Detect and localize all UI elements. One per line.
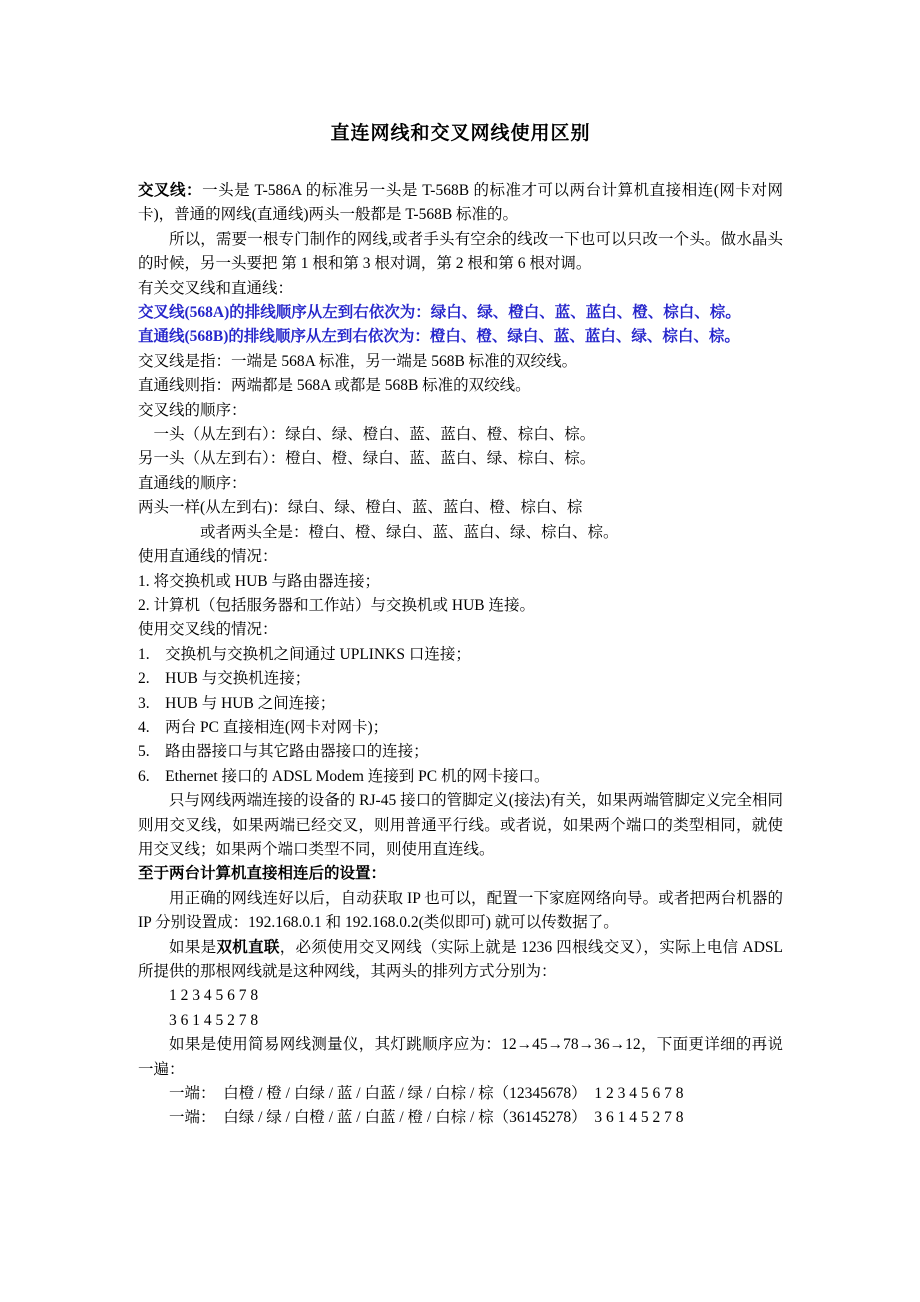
- paragraph: [138, 1106, 783, 1130]
- text-run: 一端： 白橙 / 橙 / 白绿 / 蓝 / 白蓝 / 绿 / 白棕 / 棕（12345678） 1 2 3 4 5 6 7 8: [138, 1085, 684, 1103]
- text-run: 1. 交换机与交换机之间通过 UPLINKS 口连接；: [138, 645, 471, 663]
- paragraph: [138, 374, 783, 398]
- text-run: 只与网线两端连接的设备的 RJ-45 接口的管脚定义(接法)有关，如果两端管脚定义完全相同则用交叉线，如果两端已经交叉，则用普通平行线。或者说，如果两个端口的类型相同，就使用交叉线；如果两个端口类型不同，则使用直连线。: [138, 792, 783, 858]
- text-run: 所以，需要一根专门制作的网线,或者手头有空余的线改一下也可以只改一个头。做水晶头的时候，另一头要把 第 1 根和第 3 根对调，第 2 根和第 6 根对调。: [138, 230, 783, 273]
- text-run: 1 2 3 4 5 6 7 8: [138, 987, 259, 1005]
- text-run: 使用交叉线的情况：: [138, 621, 278, 639]
- paragraph: [138, 667, 783, 691]
- paragraph: [138, 1082, 783, 1106]
- paragraph: [138, 984, 783, 1008]
- paragraph: [138, 1009, 783, 1033]
- paragraph: [138, 521, 783, 545]
- paragraph: [138, 643, 783, 667]
- text-run: 3. HUB 与 HUB 之间连接；: [138, 694, 336, 712]
- bold-text-run: 双机直联: [216, 938, 280, 956]
- paragraph: [138, 277, 783, 301]
- paragraph: [138, 545, 783, 569]
- text-run: 用正确的网线连好以后，自动获取 IP 也可以，配置一下家庭网络向导。或者把两台机器的 IP 分别设置成：192.168.0.1 和 192.168.0.2(类似即可) 就可以传数据了。: [138, 889, 783, 932]
- text-run: 直通线则指：两端都是 568A 或都是 568B 标准的双绞线。: [138, 377, 531, 395]
- document-body: [138, 179, 783, 1131]
- paragraph: [138, 765, 783, 789]
- bold-text-run: 交叉线：: [138, 182, 203, 199]
- paragraph: [138, 301, 783, 325]
- paragraph: [138, 179, 783, 228]
- text-run: 3 6 1 4 5 2 7 8: [138, 1011, 259, 1029]
- paragraph: [138, 228, 783, 277]
- paragraph: [138, 496, 783, 520]
- paragraph: [138, 325, 783, 349]
- text-run: ，必须使用交叉网线（实际上就是 1236 四根线交叉），实际上电信 ADSL 所提供的那根网线就是这种网线，其两头的排列方式分别为：: [138, 938, 783, 980]
- text-run: 2. 计算机（包括服务器和工作站）与交换机或 HUB 连接。: [138, 596, 535, 614]
- paragraph: [138, 447, 783, 471]
- text-run: 交叉线的顺序：: [138, 401, 247, 419]
- text-run: 4. 两台 PC 直接相连(网卡对网卡)；: [138, 718, 389, 736]
- highlighted-text-run: 直通线(568B)的排线顺序从左到右依次为：橙白、橙、绿白、蓝、蓝白、绿、棕白、棕。: [138, 328, 740, 346]
- highlighted-text-run: 交叉线(568A)的排线顺序从左到右依次为：绿白、绿、橙白、蓝、蓝白、橙、棕白、棕。: [138, 304, 741, 322]
- text-run: 一头（从左到右）：绿白、绿、橙白、蓝、蓝白、橙、棕白、棕。: [138, 426, 596, 444]
- paragraph: [138, 1033, 783, 1082]
- paragraph: [138, 350, 783, 374]
- text-run: 有关交叉线和直通线：: [138, 279, 294, 297]
- text-run: 如果是: [169, 938, 217, 956]
- paragraph: [138, 423, 783, 447]
- text-run: 1. 将交换机或 HUB 与路由器连接；: [138, 572, 380, 590]
- text-run: 如果是使用简易网线测量仪，其灯跳顺序应为：12→45→78→36→12，下面更详细的再说一遍：: [138, 1036, 783, 1078]
- paragraph: [138, 936, 783, 985]
- paragraph: [138, 789, 783, 862]
- paragraph: [138, 570, 783, 594]
- text-run: 两头一样(从左到右)：绿白、绿、橙白、蓝、蓝白、橙、棕白、棕: [138, 499, 583, 517]
- text-run: 6. Ethernet 接口的 ADSL Modem 连接到 PC 机的网卡接口。: [138, 767, 550, 785]
- text-run: 一头是 T-586A 的标准另一头是 T-568B 的标准才可以两台计算机直接相连(网卡对网卡)，普通的网线(直通线)两头一般都是 T-568B 标准的。: [138, 182, 783, 224]
- text-run: 5. 路由器接口与其它路由器接口的连接；: [138, 743, 429, 761]
- paragraph: [138, 862, 783, 886]
- paragraph: [138, 618, 783, 642]
- bold-text-run: 至于两台计算机直接相连后的设置：: [138, 865, 387, 883]
- text-run: 直通线的顺序：: [138, 474, 247, 492]
- paragraph: [138, 887, 783, 936]
- paragraph: [138, 472, 783, 496]
- text-run: 另一头（从左到右）：橙白、橙、绿白、蓝、蓝白、绿、棕白、棕。: [138, 450, 596, 468]
- paragraph: [138, 740, 783, 764]
- text-run: 或者两头全是：橙白、橙、绿白、蓝、蓝白、绿、棕白、棕。: [138, 523, 619, 541]
- text-run: 2. HUB 与交换机连接；: [138, 670, 311, 688]
- paragraph: [138, 716, 783, 740]
- text-run: 交叉线是指：一端是 568A 标准，另一端是 568B 标准的双绞线。: [138, 352, 578, 370]
- text-run: 使用直通线的情况：: [138, 548, 278, 566]
- paragraph: [138, 692, 783, 716]
- paragraph: [138, 594, 783, 618]
- page-title: 直连网线和交叉网线使用区别: [330, 123, 591, 144]
- paragraph: [138, 399, 783, 423]
- text-run: 一端： 白绿 / 绿 / 白橙 / 蓝 / 白蓝 / 橙 / 白棕 / 棕（36145278） 3 6 1 4 5 2 7 8: [138, 1109, 684, 1127]
